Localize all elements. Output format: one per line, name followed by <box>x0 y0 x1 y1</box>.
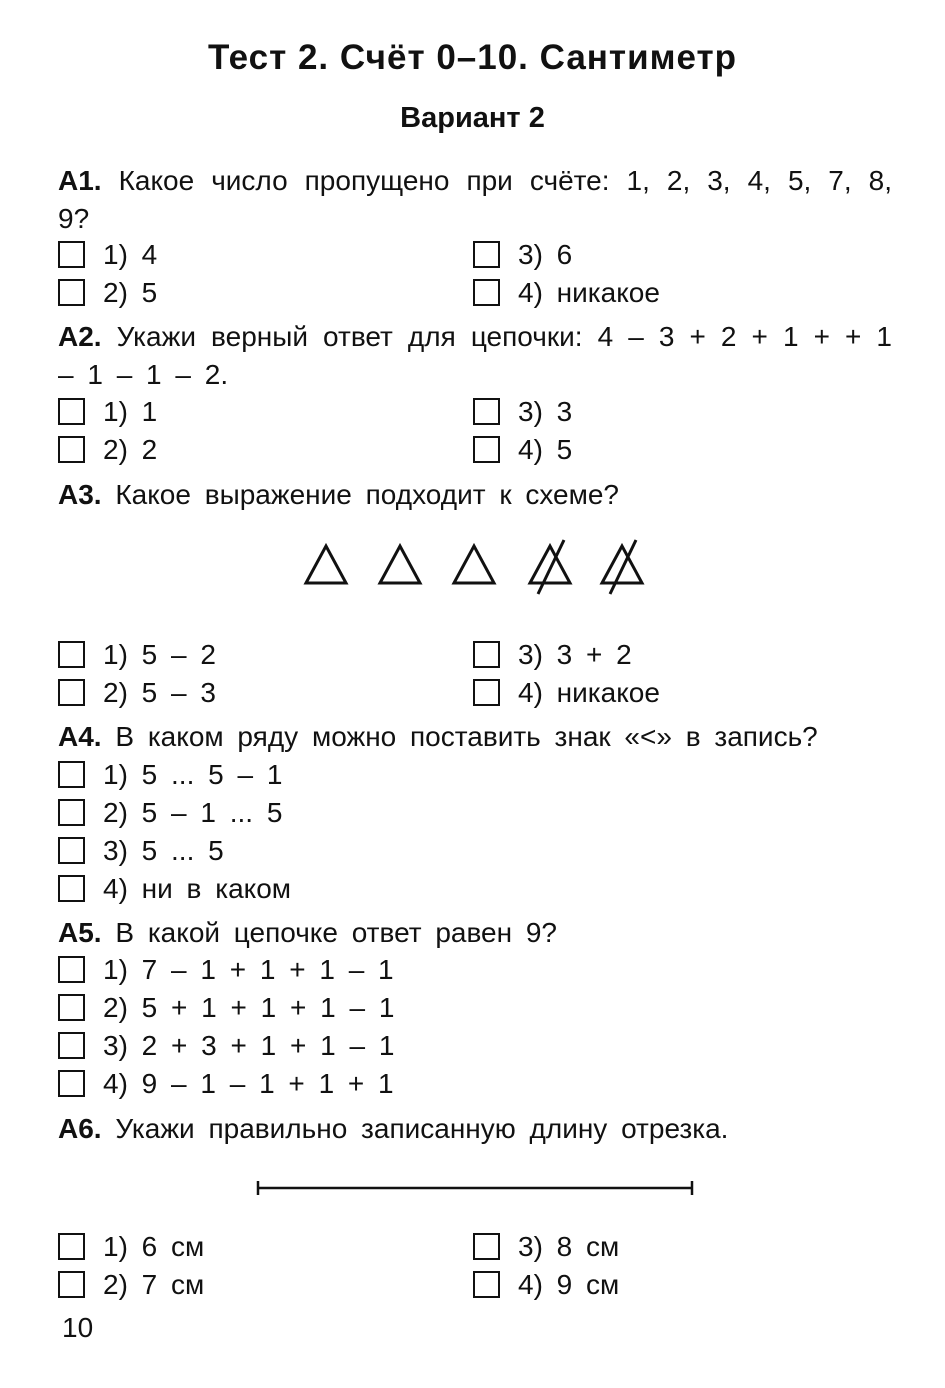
question-a3 <box>58 476 892 514</box>
option-a3-1[interactable] <box>58 636 216 674</box>
option-label: 1) 7 – 1 + 1 + 1 – 1 <box>103 954 394 985</box>
option-label: 2) 5 – 3 <box>103 677 216 708</box>
option-label: 2) 7 см <box>103 1269 205 1300</box>
crossed-triangle-icon <box>530 546 570 583</box>
question-number: А2. <box>58 321 102 352</box>
option-label: 3) 3 + 2 <box>518 639 632 670</box>
option-a6-2[interactable] <box>58 1266 204 1304</box>
option-a4-4[interactable] <box>58 870 291 908</box>
checkbox[interactable] <box>58 875 85 902</box>
option-a2-2[interactable] <box>58 431 157 469</box>
option-a2-3[interactable] <box>473 393 572 431</box>
question-text: Укажи правильно записанную длину отрезка. <box>115 1113 729 1144</box>
checkbox[interactable] <box>58 641 85 668</box>
question-a4 <box>58 718 892 756</box>
option-a3-3[interactable] <box>473 636 632 674</box>
question-text: Какое выражение подходит к схеме? <box>115 479 619 510</box>
checkbox[interactable] <box>58 1233 85 1260</box>
checkbox[interactable] <box>58 761 85 788</box>
checkbox[interactable] <box>58 241 85 268</box>
option-label: 1) 5 – 2 <box>103 639 216 670</box>
option-label: 2) 5 <box>103 277 158 308</box>
variant-heading: Вариант 2 <box>400 102 545 134</box>
question-a1 <box>58 162 892 238</box>
checkbox[interactable] <box>473 679 500 706</box>
option-a5-2[interactable] <box>58 989 394 1027</box>
option-label: 2) 2 <box>103 434 158 465</box>
checkbox[interactable] <box>58 1032 85 1059</box>
crossed-triangle-icon <box>602 546 642 583</box>
checkbox[interactable] <box>473 279 500 306</box>
option-a3-2[interactable] <box>58 674 216 712</box>
option-label: 1) 1 <box>103 396 158 427</box>
line-segment <box>252 1176 698 1200</box>
checkbox[interactable] <box>58 1271 85 1298</box>
option-label: 3) 5 ... 5 <box>103 835 224 866</box>
checkbox[interactable] <box>473 436 500 463</box>
option-label: 4) 9 – 1 – 1 + 1 + 1 <box>103 1068 394 1099</box>
option-a1-4[interactable] <box>473 274 660 312</box>
checkbox[interactable] <box>58 837 85 864</box>
option-a1-2[interactable] <box>58 274 157 312</box>
option-a5-4[interactable] <box>58 1065 394 1103</box>
option-a5-3[interactable] <box>58 1027 394 1065</box>
question-text: В какой цепочке ответ равен 9? <box>115 917 557 948</box>
question-text: В каком ряду можно поставить знак «<» в запись? <box>115 721 818 752</box>
page-title: Тест 2. Счёт 0–10. Сантиметр <box>207 38 738 77</box>
option-label: 4) ни в каком <box>103 873 292 904</box>
option-label: 1) 5 ... 5 – 1 <box>103 759 283 790</box>
checkbox[interactable] <box>58 279 85 306</box>
question-a5 <box>58 914 892 952</box>
option-label: 4) никакое <box>518 277 660 308</box>
triangle-icon <box>454 546 494 583</box>
question-number: А3. <box>58 479 102 510</box>
checkbox[interactable] <box>58 398 85 425</box>
triangles-scheme <box>296 538 656 600</box>
option-label: 4) 9 см <box>518 1269 620 1300</box>
option-a6-1[interactable] <box>58 1228 204 1266</box>
option-a1-3[interactable] <box>473 236 572 274</box>
option-a6-3[interactable] <box>473 1228 619 1266</box>
checkbox[interactable] <box>58 1070 85 1097</box>
checkbox[interactable] <box>473 1233 500 1260</box>
option-label: 1) 6 см <box>103 1231 205 1262</box>
question-number: А5. <box>58 917 102 948</box>
option-label: 1) 4 <box>103 239 158 270</box>
question-number: А6. <box>58 1113 102 1144</box>
checkbox[interactable] <box>473 241 500 268</box>
question-a2 <box>58 318 892 394</box>
option-a6-4[interactable] <box>473 1266 619 1304</box>
option-label: 3) 8 см <box>518 1231 620 1262</box>
option-a3-4[interactable] <box>473 674 660 712</box>
question-a6 <box>58 1110 892 1148</box>
checkbox[interactable] <box>473 1271 500 1298</box>
question-text: Какое число пропущено при счёте: 1, 2, 3, 4, 5, 7, 8, 9? <box>58 165 893 234</box>
option-a4-3[interactable] <box>58 832 224 870</box>
option-label: 4) никакое <box>518 677 660 708</box>
option-a5-1[interactable] <box>58 951 394 989</box>
checkbox[interactable] <box>473 398 500 425</box>
option-a4-1[interactable] <box>58 756 282 794</box>
triangle-icon <box>380 546 420 583</box>
checkbox[interactable] <box>58 956 85 983</box>
checkbox[interactable] <box>58 436 85 463</box>
option-label: 3) 6 <box>518 239 573 270</box>
checkbox[interactable] <box>58 994 85 1021</box>
option-a2-4[interactable] <box>473 431 572 469</box>
question-text: Укажи верный ответ для цепочки: 4 – 3 + 2 + 1 + + 1 – 1 – 1 – 2. <box>58 321 893 390</box>
option-a4-2[interactable] <box>58 794 282 832</box>
checkbox[interactable] <box>58 799 85 826</box>
option-label: 2) 5 – 1 ... 5 <box>103 797 283 828</box>
option-label: 3) 2 + 3 + 1 + 1 – 1 <box>103 1030 395 1061</box>
option-label: 3) 3 <box>518 396 573 427</box>
option-label: 2) 5 + 1 + 1 + 1 – 1 <box>103 992 395 1023</box>
page-number: 10 <box>62 1312 94 1343</box>
option-a2-1[interactable] <box>58 393 157 431</box>
option-a1-1[interactable] <box>58 236 157 274</box>
triangle-icon <box>306 546 346 583</box>
checkbox[interactable] <box>473 641 500 668</box>
question-number: А1. <box>58 165 102 196</box>
checkbox[interactable] <box>58 679 85 706</box>
option-label: 4) 5 <box>518 434 573 465</box>
question-number: А4. <box>58 721 102 752</box>
